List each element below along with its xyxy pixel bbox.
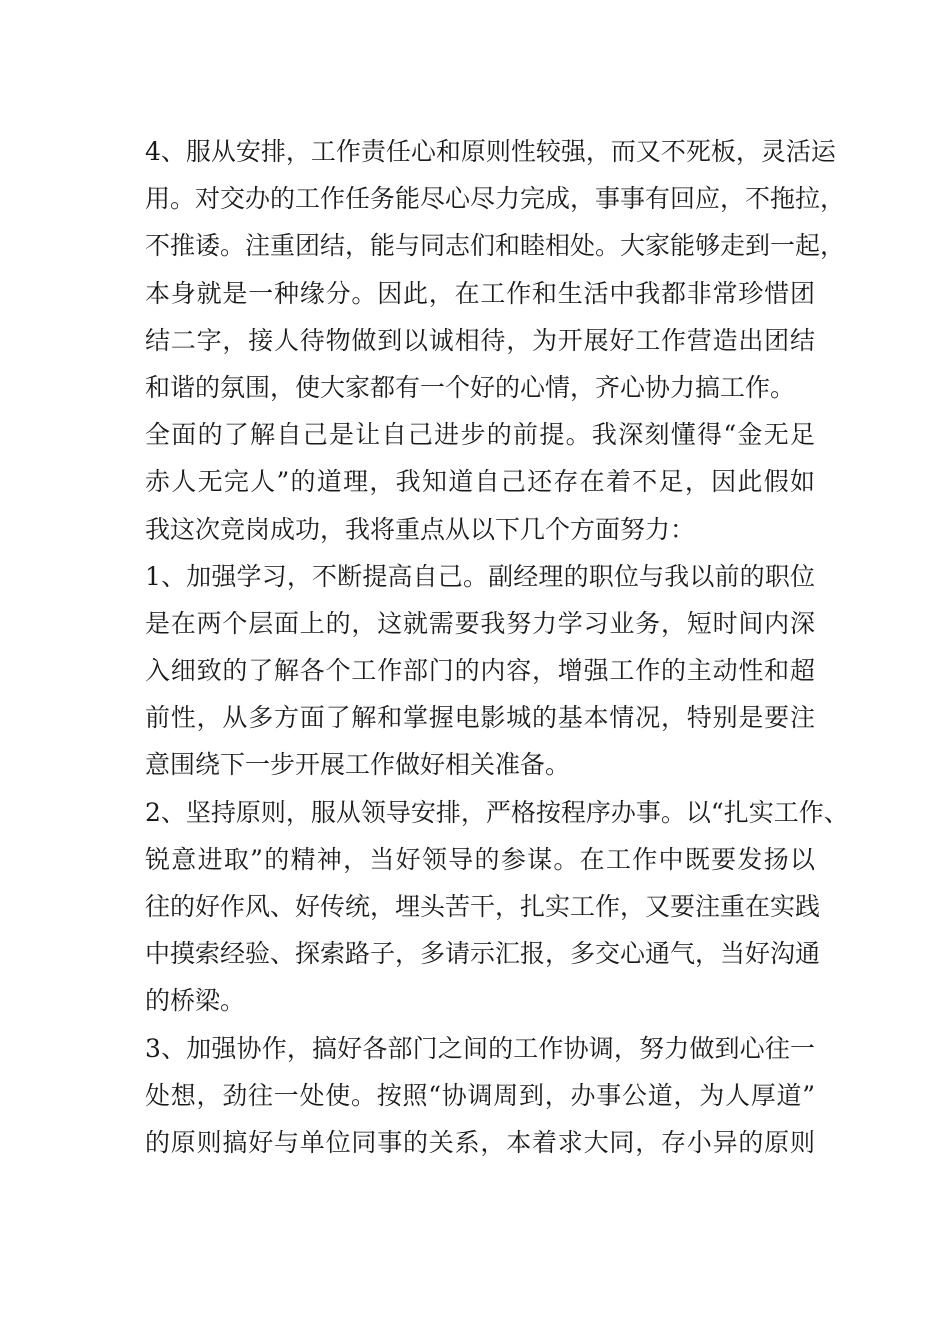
text-line: 意围绕下一步开展工作做好相关准备。 <box>145 750 571 780</box>
text-line: 前性，从多方面了解和掌握电影城的基本情况，特别是要注 <box>145 703 815 733</box>
paragraph-item-1 <box>145 553 815 789</box>
text-line: 2、坚持原则，服从领导安排，严格按程序办事。以“扎实工作、 <box>145 797 849 827</box>
text-line: 的原则搞好与单位同事的关系，本着求大同，存小异的原则 <box>145 1127 815 1157</box>
text-line: 赤人无完人”的道理，我知道自己还存在着不足，因此假如 <box>145 467 815 497</box>
text-line: 全面的了解自己是让自己进步的前提。我深刻懂得“金无足 <box>145 420 815 450</box>
text-line: 入细致的了解各个工作部门的内容，增强工作的主动性和超 <box>145 656 815 686</box>
text-line: 锐意进取”的精神，当好领导的参谋。在工作中既要发扬以 <box>145 844 815 874</box>
paragraph-item-2 <box>145 789 849 1025</box>
text-line: 结二字，接人待物做到以诚相待，为开展好工作营造出团结 <box>145 325 815 355</box>
text-line: 本身就是一种缘分。因此，在工作和生活中我都非常珍惜团 <box>145 278 815 308</box>
text-line: 用。对交办的工作任务能尽心尽力完成，事事有回应，不拖拉， <box>145 184 846 214</box>
text-line: 是在两个层面上的，这就需要我努力学习业务，短时间内深 <box>145 608 815 638</box>
paragraph-item-3 <box>145 1025 815 1167</box>
text-line: 和谐的氛围，使大家都有一个好的心情，齐心协力搞工作。 <box>145 372 796 402</box>
text-line: 不推诿。注重团结，能与同志们和睦相处。大家能够走到一起， <box>145 231 846 261</box>
paragraph-self-understanding <box>145 411 815 553</box>
text-line: 1、加强学习，不断提高自己。副经理的职位与我以前的职位 <box>145 561 815 591</box>
text-line: 往的好作风、好传统，埋头苦干，扎实工作，又要注重在实践 <box>145 892 821 921</box>
text-line: 处想，劲往一处使。按照“协调周到，办事公道，为人厚道” <box>145 1080 815 1110</box>
text-line: 我这次竞岗成功，我将重点从以下几个方面努力： <box>145 514 696 544</box>
text-line: 的桥梁。 <box>145 986 246 1016</box>
document-body <box>145 128 849 1166</box>
paragraph-item-4 <box>145 128 846 411</box>
text-line: 3、加强协作，搞好各部门之间的工作协调，努力做到心往一 <box>145 1033 815 1063</box>
text-line: 中摸索经验、探索路子，多请示汇报，多交心通气，当好沟通 <box>145 939 821 969</box>
text-line: 4、服从安排，工作责任心和原则性较强，而又不死板，灵活运 <box>145 137 836 166</box>
